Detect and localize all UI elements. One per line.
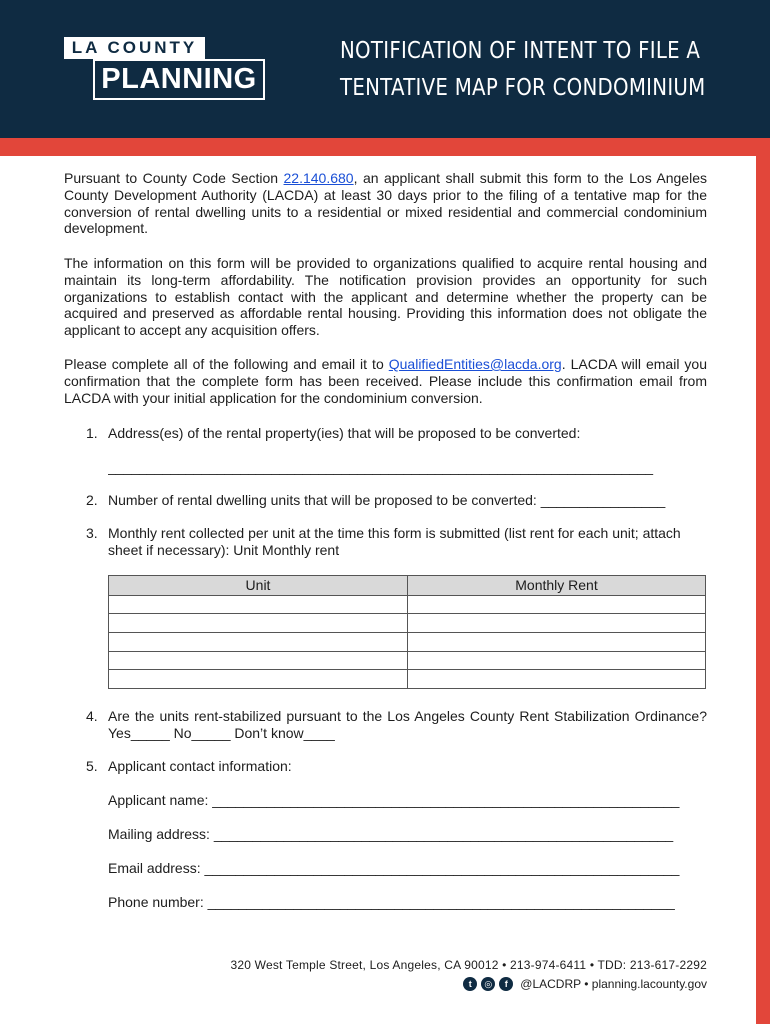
rent-cell[interactable]: [408, 614, 706, 633]
email-link[interactable]: QualifiedEntities@lacda.org: [388, 356, 562, 372]
facebook-icon[interactable]: f: [499, 977, 513, 991]
intro-paragraph-3: Please complete all of the following and email it to QualifiedEntities@lacda.org. LACDA will email you confirmation that the complete form has been received. Please include this confirmation email from LACDA with your initial application for the condominium conversion.: [64, 356, 708, 406]
accent-side-bar: [756, 138, 770, 1024]
rent-table: [108, 575, 706, 689]
logo-county-text: LA COUNTY: [64, 37, 205, 59]
mailing-address-field[interactable]: Mailing address: ___________________________________________________________: [108, 826, 674, 842]
email-address-field[interactable]: Email address: _____________________________________________________________: [108, 860, 680, 876]
address-input-line[interactable]: ______________________________________________________________________: [108, 459, 654, 475]
table-row: [109, 595, 706, 614]
column-header-unit: Unit: [109, 576, 408, 596]
column-header-monthly-rent: Monthly Rent: [408, 576, 706, 596]
footer-social: [463, 977, 707, 991]
table-row: [109, 651, 706, 670]
page-title: [340, 33, 706, 107]
applicant-name-field[interactable]: Applicant name: ____________________________________________________________: [108, 792, 680, 808]
question-4: 4. Are the units rent-stabilized pursuant to the Los Angeles County Rent Stabilization Ordinance? Yes_____ No_____ Don’t know____: [86, 708, 707, 741]
unit-cell[interactable]: [109, 595, 408, 614]
footer-handle[interactable]: @LACDRP • planning.lacounty.gov: [520, 977, 707, 991]
table-row: [109, 614, 706, 633]
table-row: [109, 633, 706, 652]
table-row: [109, 670, 706, 689]
footer-address: 320 West Temple Street, Los Angeles, CA 90012 • 213-974-6411 • TDD: 213-617-2292: [230, 958, 707, 972]
intro-paragraph-2: The information on this form will be provided to organizations qualified to acquire rental housing and maintain its long-term affordability. The notification provision provides an opportunity for such organizations to establish contact with the applicant and determine whether the property can be acquired and preserved as affordable rental housing. Providing this information does not obligate the applicant to accept any acquisition offers.: [64, 255, 707, 339]
intro-paragraph-1: Pursuant to County Code Section 22.140.680, an applicant shall submit this form to the Los Angeles County Development Authority (LACDA) at least 30 days prior to the filing of a tentative map for the conversion of rental dwelling units to a residential or mixed residential and commercial condominium development.: [64, 170, 707, 237]
logo-planning-text: PLANNING: [93, 59, 265, 100]
rent-cell[interactable]: [408, 633, 706, 652]
question-1: 1. Address(es) of the rental property(ies) that will be proposed to be converted:: [86, 425, 581, 441]
twitter-icon[interactable]: t: [463, 977, 477, 991]
title-line-2: TENTATIVE MAP FOR CONDOMINIUM: [340, 75, 706, 101]
title-line-1: NOTIFICATION OF INTENT TO FILE A: [340, 38, 701, 64]
unit-cell[interactable]: [109, 633, 408, 652]
code-section-link[interactable]: 22.140.680: [283, 170, 354, 186]
rent-cell[interactable]: [408, 651, 706, 670]
question-3: 3. Monthly rent collected per unit at the time this form is submitted (list rent for each unit; attach sheet if necessary): Unit Monthly rent: [86, 525, 681, 558]
question-2: 2. Number of rental dwelling units that will be proposed to be converted: ________________: [86, 492, 666, 508]
question-5: 5. Applicant contact information:: [86, 758, 292, 774]
phone-number-field[interactable]: Phone number: ____________________________________________________________: [108, 894, 675, 910]
accent-strip: [0, 138, 770, 156]
unit-cell[interactable]: [109, 651, 408, 670]
unit-cell[interactable]: [109, 614, 408, 633]
rent-cell[interactable]: [408, 670, 706, 689]
rent-cell[interactable]: [408, 595, 706, 614]
unit-cell[interactable]: [109, 670, 408, 689]
instagram-icon[interactable]: ◎: [481, 977, 495, 991]
